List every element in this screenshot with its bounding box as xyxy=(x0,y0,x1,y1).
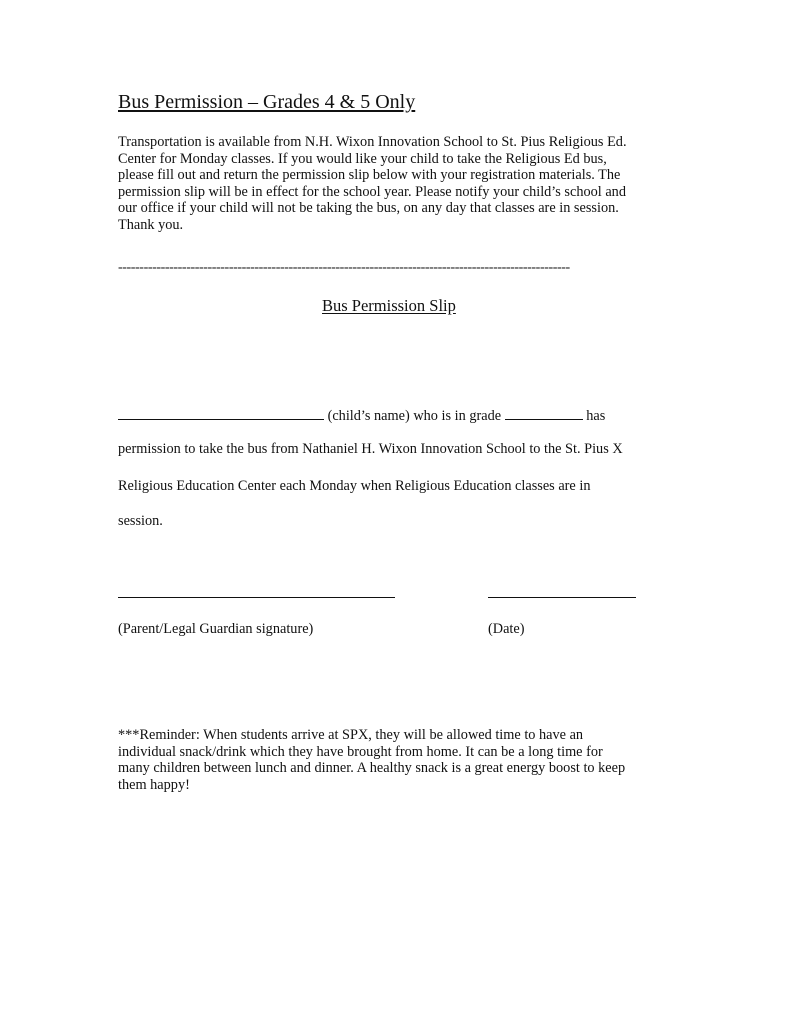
slip-body-line: Religious Education Center each Monday when Religious Education classes are in xyxy=(118,478,591,494)
intro-line: please fill out and return the permission slip below with your registration materials. The xyxy=(118,167,621,183)
reminder-paragraph xyxy=(118,727,718,793)
reminder-line: individual snack/drink which they have brought from home. It can be a long time for xyxy=(118,743,603,760)
intro-line: Center for Monday classes. If you would like your child to take the Religious Ed bus, xyxy=(118,150,607,167)
slip-line-childs-name xyxy=(118,406,605,425)
parent-signature-line[interactable] xyxy=(118,597,395,598)
intro-line: permission slip will be in effect for the school year. Please notify your child’s school and xyxy=(118,183,626,200)
page-title: Bus Permission – Grades 4 & 5 Only xyxy=(118,91,416,113)
reminder-line: them happy! xyxy=(118,776,190,793)
date-line[interactable] xyxy=(488,597,636,598)
cut-line-divider: ---------------------------------------------------------------------------------------------------------- xyxy=(118,260,570,275)
slip-title: Bus Permission Slip xyxy=(322,296,456,315)
has-label: has xyxy=(586,408,606,424)
date-label: (Date) xyxy=(488,621,525,637)
childs-name-blank[interactable] xyxy=(118,406,324,420)
intro-line: Transportation is available from N.H. Wixon Innovation School to St. Pius Religious Ed. xyxy=(118,134,627,150)
reminder-line: many children between lunch and dinner. A healthy snack is a great energy boost to keep xyxy=(118,760,626,776)
parent-signature-label: (Parent/Legal Guardian signature) xyxy=(118,621,314,637)
intro-line: our office if your child will not be taking the bus, on any day that classes are in session. xyxy=(118,200,619,216)
slip-body-line: permission to take the bus from Nathaniel H. Wixon Innovation School to the St. Pius X xyxy=(118,441,623,457)
reminder-line: ***Reminder: When students arrive at SPX, they will be allowed time to have an xyxy=(118,727,584,743)
grade-blank[interactable] xyxy=(505,406,583,420)
slip-body-line: session. xyxy=(118,513,163,529)
intro-paragraph xyxy=(118,134,718,233)
childs-name-label: (child’s name) who is in grade xyxy=(327,408,502,424)
intro-line: Thank you. xyxy=(118,216,184,233)
